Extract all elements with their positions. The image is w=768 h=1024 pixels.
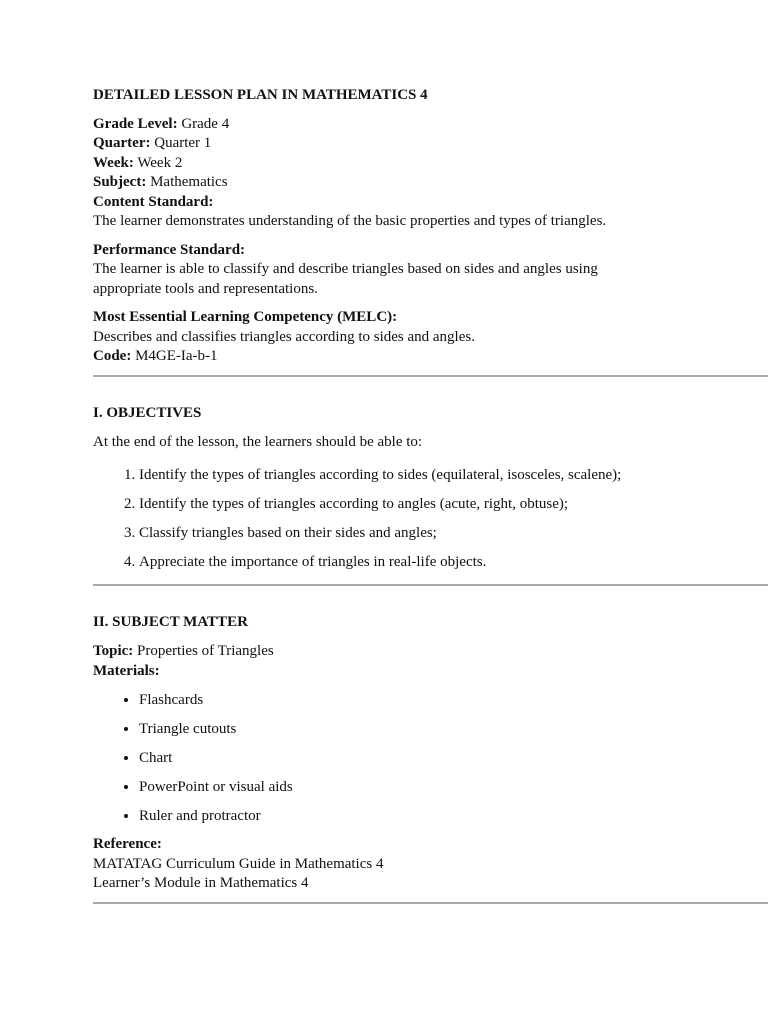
grade-level-line [93,115,768,135]
topic-label: Topic: [93,643,134,659]
melc-label: Most Essential Learning Competency (MELC): [93,309,398,325]
content-standard-label: Content Standard: [93,193,214,210]
subject-label: Subject: [93,174,147,190]
quarter-value: Quarter 1 [154,135,212,151]
section-divider [93,584,768,586]
quarter-label: Quarter: [93,135,151,151]
materials-list [93,681,768,826]
subject-value: Mathematics [150,174,228,190]
reference-item: Learner’s Module in Mathematics 4 [93,875,309,891]
objectives-list [93,457,768,573]
section-divider [93,375,768,377]
material-item: • PowerPoint or visual aids [139,768,768,797]
objective-item: 2. Identify the types of triangles according to angles (acute, right, obtuse); [139,486,768,515]
materials-label: Materials: [93,662,160,679]
grade-level-label: Grade Level: [93,115,178,132]
week-label: Week: [93,154,134,171]
performance-standard-text-line-1: The learner is able to classify and describe triangles based on sides and angles using [93,261,598,277]
week-value: Week 2 [137,154,183,171]
code-label: Code: [93,348,132,364]
objectives-intro: At the end of the lesson, the learners should be able to: [93,434,423,450]
material-item: • Chart [139,739,768,768]
material-item: • Triangle cutouts [139,710,768,739]
spacer [93,299,768,308]
code-line [93,347,768,367]
objective-item: 1. Identify the types of triangles according to sides (equilateral, isosceles, scalene); [139,457,768,486]
subject-line [93,173,768,193]
reference-label: Reference: [93,836,162,852]
performance-standard-label: Performance Standard: [93,241,246,258]
material-item: • Flashcards [139,681,768,710]
melc-text: Describes and classifies triangles according to sides and angles. [93,328,475,345]
subject-matter-heading: II. SUBJECT MATTER [93,613,248,630]
objectives-heading: I. OBJECTIVES [93,404,202,421]
document-title: DETAILED LESSON PLAN IN MATHEMATICS 4 [93,87,428,103]
lesson-plan-content [93,86,768,904]
reference-item: MATATAG Curriculum Guide in Mathematics 4 [93,855,384,872]
objective-item: 4. Appreciate the importance of triangles in real-life objects. [139,544,768,573]
topic-line [93,642,768,662]
week-line [93,154,768,174]
spacer [93,232,768,241]
section-divider [93,902,768,904]
material-item: • Ruler and protractor [139,797,768,826]
objective-item: 3. Classify triangles based on their sides and angles; [139,515,768,544]
code-value: M4GE-Ia-b-1 [135,348,218,364]
topic-value: Properties of Triangles [137,643,274,659]
grade-level-value: Grade 4 [181,115,230,132]
quarter-line [93,134,768,154]
performance-standard-text-line-2: appropriate tools and representations. [93,280,318,297]
content-standard-text: The learner demonstrates understanding of the basic properties and types of triangles. [93,213,607,229]
